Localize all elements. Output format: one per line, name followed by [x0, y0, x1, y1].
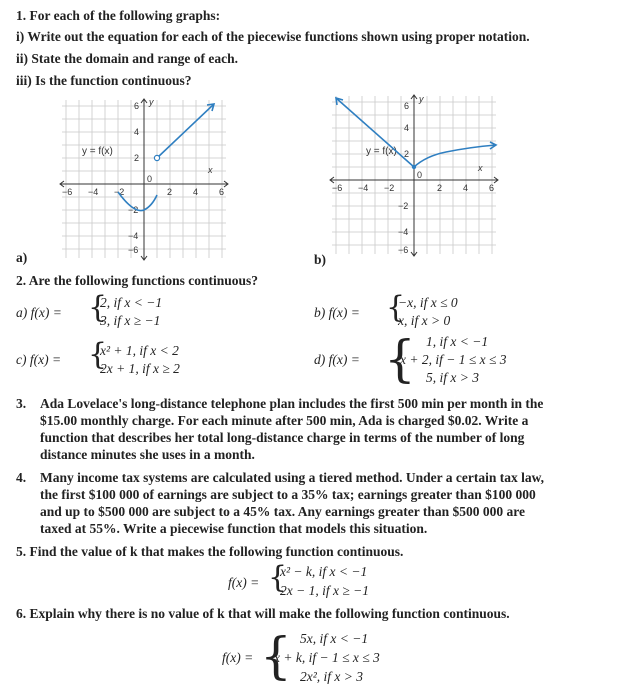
q6-case1: 5x, if x < −1 [300, 631, 369, 646]
graph-a-tick: 4 [134, 127, 140, 137]
graph-a-curve [118, 104, 214, 211]
graph-a-line-piece [157, 104, 214, 158]
q2a-case2: 3, if x ≥ −1 [100, 313, 161, 328]
q2d-brace: { [384, 330, 416, 388]
q2b-label: b) f(x) = [314, 305, 360, 320]
graph-a-tick: −4 [88, 187, 99, 197]
graph-b [326, 92, 506, 258]
graph-b-tick: 6 [489, 183, 495, 193]
graph-a-tick: 6 [219, 187, 225, 197]
graph-b-tick: −4 [398, 227, 409, 237]
graph-b-tick: 4 [463, 183, 469, 193]
graph-a-tick: −2 [114, 187, 125, 197]
q2a-brace: { [88, 290, 108, 325]
q4-line: and up to $500 000 are subject to a 45% tax. Any earnings greater than $500 000 are [40, 504, 525, 519]
graph-a-tick: −4 [128, 231, 139, 241]
graph-b-x-label: x [478, 163, 483, 173]
q2a-case1: 2, if x < −1 [100, 295, 163, 310]
q1-part-i: i) Write out the equation for each of the piecewise functions shown using proper notation. [16, 29, 530, 44]
q3-line: $15.00 monthly charge. For each minute after 500 min, Ada is charged $0.02. Write a [40, 413, 529, 428]
q2d-case2: x + 2, if − 1 ≤ x ≤ 3 [400, 352, 507, 367]
q6-case2: x + k, if − 1 ≤ x ≤ 3 [274, 650, 380, 665]
graph-b-tick: 2 [404, 149, 410, 159]
q1-label-a: a) [16, 250, 28, 265]
q2a-label: a) f(x) = [16, 305, 62, 320]
q3-number: 3. [16, 396, 27, 411]
q6-brace: { [260, 627, 292, 685]
graph-a-function-label: y = f(x) [82, 146, 113, 157]
q5-case2: 2x − 1, if x ≥ −1 [280, 583, 369, 598]
q2d-case1: 1, if x < −1 [426, 334, 489, 349]
q4-line: taxed at 55%. Write a piecewise function that models this situation. [40, 521, 428, 536]
q6-title: 6. Explain why there is no value of k that will make the following function continuous. [16, 606, 510, 621]
graph-b-closed-point [412, 165, 416, 169]
graph-a-tick: 0 [147, 174, 153, 184]
q6-case3: 2x², if x > 3 [300, 669, 364, 684]
q3-line: distance minutes she uses in a month. [40, 447, 255, 462]
q1-part-ii: ii) State the domain and range of each. [16, 51, 238, 66]
q2c-case1: x² + 1, if x < 2 [100, 343, 179, 358]
graph-b-curve [336, 98, 496, 167]
graph-b-y-label: y [419, 94, 424, 104]
q4-line: the first $100 000 of earnings are subject to a 35% tax; earnings greater than $100 000 [40, 487, 536, 502]
graph-b-tick: −2 [398, 201, 409, 211]
graph-b-tick: −6 [398, 245, 409, 255]
q2b-case2: x, if x > 0 [398, 313, 451, 328]
graph-b-tick: −6 [332, 183, 343, 193]
graph-b-tick: 6 [404, 101, 410, 111]
graph-b-tick: 2 [437, 183, 443, 193]
q1-title: 1. For each of the following graphs: [16, 8, 221, 23]
graph-a-tick: 4 [193, 187, 199, 197]
graph-b-tick: −4 [358, 183, 369, 193]
q5-f-label: f(x) = [228, 575, 260, 590]
graph-b-tick: −2 [384, 183, 395, 193]
graph-b-tick: 4 [404, 123, 410, 133]
q2b-brace: { [386, 290, 406, 325]
q4-number: 4. [16, 470, 27, 485]
graph-a-open-point [154, 155, 159, 160]
graph-a-x-label: x [208, 165, 213, 175]
graph-a [56, 96, 236, 262]
graph-a-tick: −2 [128, 205, 139, 215]
q2b-case1: −x, if x ≤ 0 [398, 295, 458, 310]
q5-case1: x² − k, if x < −1 [280, 564, 368, 579]
q1-label-b: b) [314, 252, 327, 267]
q3-line: Ada Lovelace's long-distance telephone plan includes the first 500 min per month in the [40, 396, 544, 411]
q2-title: 2. Are the following functions continuous? [16, 273, 259, 288]
q1-part-iii: iii) Is the function continuous? [16, 73, 192, 88]
graph-b-root-piece [414, 145, 496, 167]
graph-b-tick: 0 [417, 170, 423, 180]
graph-a-tick: −6 [62, 187, 73, 197]
q5-title: 5. Find the value of k that makes the following function continuous. [16, 544, 404, 559]
graph-a-tick: 2 [134, 153, 140, 163]
q3-line: function that describes her total long-distance charge in terms of the number of long [40, 430, 525, 445]
q2d-label: d) f(x) = [314, 352, 360, 367]
graph-a-tick: 2 [167, 187, 173, 197]
q5-brace: { [268, 560, 288, 595]
graph-a-y-label: y [149, 97, 154, 107]
q4-line: Many income tax systems are calculated using a tiered method. Under a certain tax law, [40, 470, 544, 485]
q2d-case3: 5, if x > 3 [426, 370, 479, 385]
graph-a-tick: −6 [128, 245, 139, 255]
graph-b-function-label: y = f(x) [366, 146, 397, 157]
q6-f-label: f(x) = [222, 650, 254, 665]
q2c-brace: { [88, 337, 108, 372]
q2c-case2: 2x + 1, if x ≥ 2 [100, 361, 180, 376]
graph-a-tick: 6 [134, 101, 140, 111]
q2c-label: c) f(x) = [16, 352, 62, 367]
